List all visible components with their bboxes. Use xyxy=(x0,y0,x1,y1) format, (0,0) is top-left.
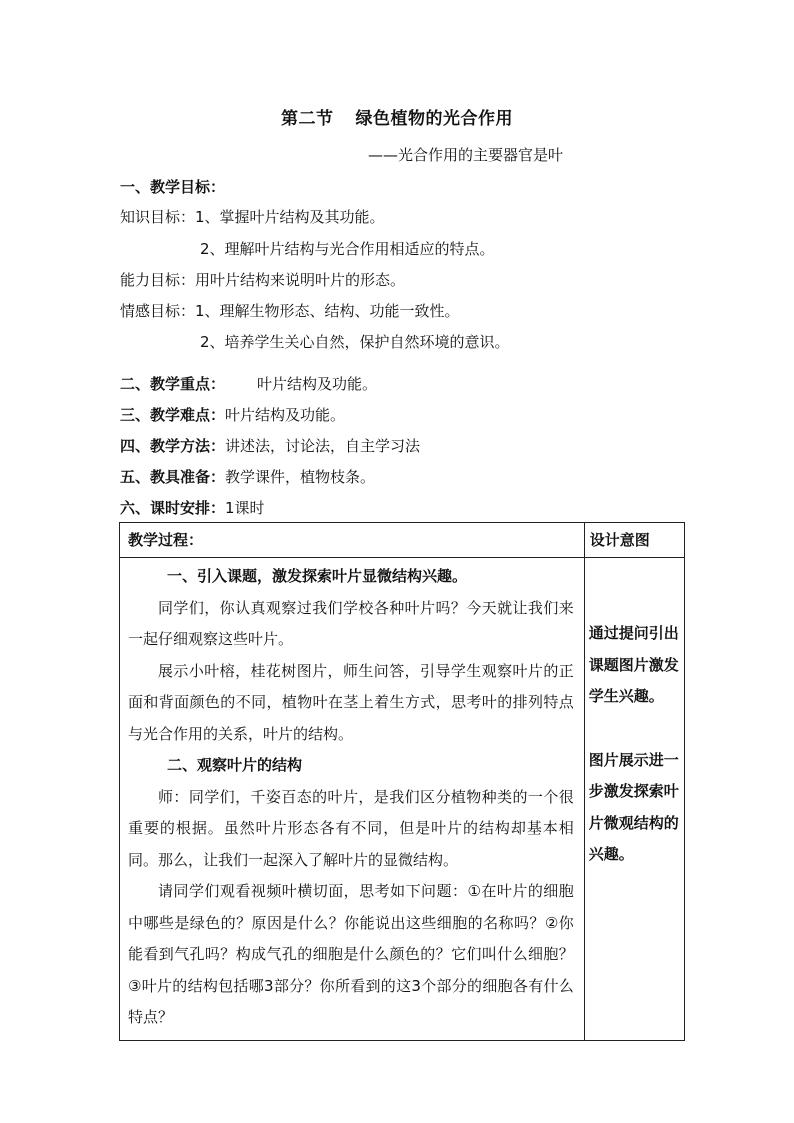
ability-text: 用叶片结构来说明叶片的形态。 xyxy=(195,271,406,289)
method-line xyxy=(120,435,420,456)
difficulty-line xyxy=(120,404,345,425)
time-label: 六、课时安排： xyxy=(120,499,226,517)
method-value: 讲述法，讨论法，自主学习法 xyxy=(225,437,421,455)
section-2-paragraph-1: 师：同学们，千姿百态的叶片，是我们区分植物种类的一个很重要的根据。虽然叶片形态各有不同，但是叶片的结构却基本相同。那么，让我们一起深入了解叶片的显微结构。 xyxy=(128,787,574,869)
section-1-paragraph-2: 展示小叶榕，桂花树图片，师生问答，引导学生观察叶片的正面和背面颜色的不同，植物叶在茎上着生方式，思考叶的排列特点与光合作用的关系，叶片的结构。 xyxy=(128,661,574,743)
section-2-title: 二、观察叶片的结构 xyxy=(167,756,303,774)
emotion-objective-1 xyxy=(120,300,460,321)
intent-note-1: 通过提问引出课题图片激发学生兴趣。 xyxy=(588,624,679,705)
intent-note-2: 图片展示进一步激发探索叶片微观结构的兴趣。 xyxy=(588,750,679,863)
section-2-paragraph-2: 请同学们观看视频叶横切面，思考如下问题：①在叶片的细胞中哪些是绿色的？原因是什么？你能说出这些细胞的名称吗？②你能看到气孔吗？构成气孔的细胞是什么颜色的？它们叫什么细胞？③叶片的结构包括哪3部分？你所看到的这3个部分的细胞各有什么特点？ xyxy=(128,882,574,1026)
ability-label: 能力目标： xyxy=(120,271,196,289)
knowledge-text-1: 1、掌握叶片结构及其功能。 xyxy=(195,208,385,226)
key-point-label: 二、教学重点： xyxy=(120,375,226,393)
section-number: 第二节 xyxy=(281,109,334,129)
page-title xyxy=(0,104,794,129)
process-cell xyxy=(120,558,585,1041)
emotion-objective-2: 2、培养学生关心自然，保护自然环境的意识。 xyxy=(200,333,510,351)
lesson-plan-table xyxy=(119,522,685,1041)
emotion-label: 情感目标： xyxy=(120,302,196,320)
header-intent: 设计意图 xyxy=(584,523,684,558)
section-1-paragraph-1: 同学们，你认真观察过我们学校各种叶片吗？今天就让我们来一起仔细观察这些叶片。 xyxy=(128,598,574,648)
method-label: 四、教学方法： xyxy=(120,437,226,455)
time-line xyxy=(120,497,265,518)
knowledge-objective-1 xyxy=(120,206,385,227)
time-value: 1课时 xyxy=(225,499,265,517)
table-header-row xyxy=(120,523,685,558)
knowledge-label: 知识目标： xyxy=(120,208,196,226)
lesson-name: 绿色植物的光合作用 xyxy=(355,109,513,129)
key-point-value: 叶片结构及功能。 xyxy=(257,375,378,393)
page-subtitle: ——光合作用的主要器官是叶 xyxy=(368,146,564,164)
knowledge-objective-2: 2、理解叶片结构与光合作用相适应的特点。 xyxy=(200,240,495,258)
tools-line xyxy=(120,466,375,487)
table-body-row xyxy=(120,558,685,1041)
ability-objective xyxy=(120,269,405,290)
objectives-heading: 一、教学目标： xyxy=(120,178,226,196)
header-process: 教学过程： xyxy=(120,523,585,558)
emotion-text-1: 1、理解生物形态、结构、功能一致性。 xyxy=(195,302,460,320)
difficulty-label: 三、教学难点： xyxy=(120,406,226,424)
difficulty-value: 叶片结构及功能。 xyxy=(225,406,346,424)
tools-label: 五、教具准备： xyxy=(120,468,226,486)
section-1-title: 一、引入课题，激发探索叶片显微结构兴趣。 xyxy=(167,567,468,585)
intent-cell xyxy=(584,558,684,1041)
tools-value: 教学课件，植物枝条。 xyxy=(225,468,376,486)
key-point-line xyxy=(120,373,377,394)
